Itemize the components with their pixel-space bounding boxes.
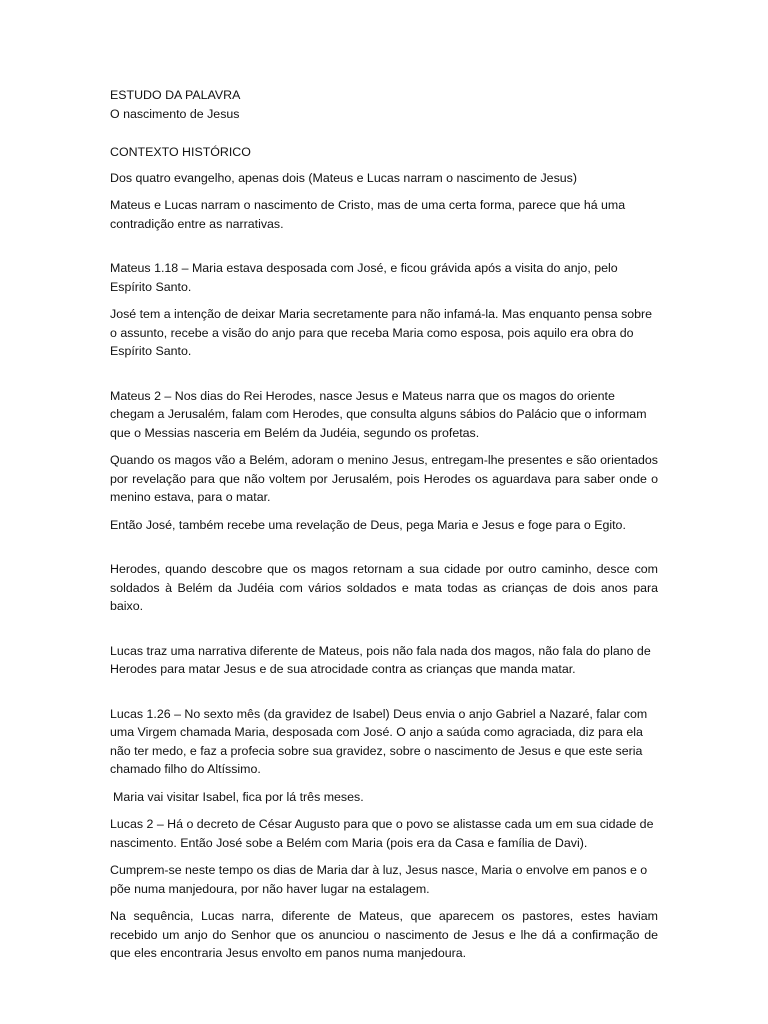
paragraph-11: Maria vai visitar Isabel, fica por lá três meses. (113, 789, 364, 804)
paragraph-9: Lucas traz uma narrativa diferente de Mateus, pois não fala nada dos magos, não fala do plano de Herodes para matar Jesus e de sua atrocidade contra as crianças que manda matar. (110, 643, 651, 676)
paragraph-5: Mateus 2 – Nos dias do Rei Herodes, nasce Jesus e Mateus narra que os magos do oriente chegam a Jerusalém, falam com Herodes, que consulta alguns sábios do Palácio que o informam que o Messias nasceria em Belém da Judéia, segundo os profetas. (110, 388, 647, 440)
paragraph-10: Lucas 1.26 – No sexto mês (da gravidez de Isabel) Deus envia o anjo Gabriel a Nazaré, falar com uma Virgem chamada Maria, desposada com José. O anjo a saúda como agraciada, diz para ela não ter medo, e faz a profecia sobre sua gravidez, sobre o nascimento de Jesus e que este seria chamado filho do Altíssimo. (110, 706, 648, 776)
paragraph-1: Dos quatro evangelho, apenas dois (Mateus e Lucas narram o nascimento de Jesus) (110, 170, 577, 185)
paragraph-4: José tem a intenção de deixar Maria secretamente para não infamá-la. Mas enquanto pensa sobre o assunto, recebe a visão do anjo para que receba Maria como esposa, pois aquilo era obra do Espírito Santo. (110, 307, 653, 358)
paragraph-7: Então José, também recebe uma revelação de Deus, pega Maria e Jesus e foge para o Egito. (110, 517, 626, 532)
paragraph-2: Mateus e Lucas narram o nascimento de Cristo, mas de uma certa forma, parece que há uma contradição entre as narrativas. (110, 198, 626, 231)
paragraph-14: Na sequência, Lucas narra, diferente de Mateus, que aparecem os pastores, estes haviam recebido um anjo do Senhor que os anunciou o nascimento de Jesus e lhe dá a confirmação de que eles encontraria Jesus envolto em panos numa manjedoura. (110, 909, 658, 960)
section-title: CONTEXTO HISTÓRICO (110, 145, 251, 159)
paragraph-13: Cumprem-se neste tempo os dias de Maria dar à luz, Jesus nasce, Maria o envolve em panos e o põe numa manjedoura, por não haver lugar na estalagem. (110, 863, 648, 896)
paragraph-8: Herodes, quando descobre que os magos retornam a sua cidade por outro caminho, desce com soldados à Belém da Judéia com vários soldados e mata todas as crianças de dois anos para baixo. (110, 562, 658, 613)
document-page (110, 86, 658, 963)
paragraph-6: Quando os magos vão a Belém, adoram o menino Jesus, entregam-lhe presentes e são orientados por revelação para que não voltem por Jerusalém, pois Herodes os aguardava para saber onde o menino estava, para o matar. (110, 453, 658, 504)
paragraph-3: Mateus 1.18 – Maria estava desposada com José, e ficou grávida após a visita do anjo, pelo Espírito Santo. (110, 261, 618, 294)
paragraph-12: Lucas 2 – Há o decreto de César Augusto para que o povo se alistasse cada um em sua cidade de nascimento. Então José sobe a Belém com Maria (pois era da Casa e família de Davi). (110, 817, 654, 850)
document-subheading: O nascimento de Jesus (110, 106, 240, 121)
document-heading: ESTUDO DA PALAVRA (110, 88, 241, 102)
